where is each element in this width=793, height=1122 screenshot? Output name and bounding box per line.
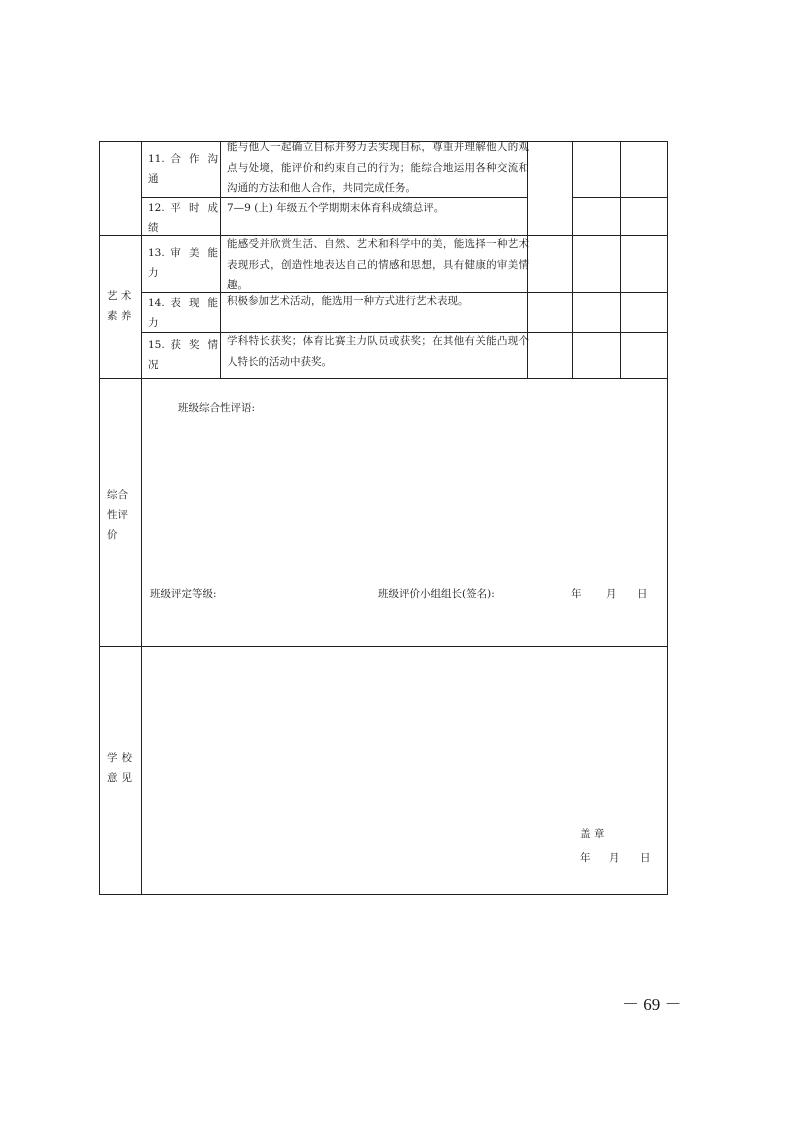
criterion-regular-score: 12. 平 时 成 绩	[148, 202, 218, 234]
category-school-opinion: 学校意见	[107, 752, 136, 784]
column-divider	[220, 141, 221, 379]
description-regular-score: 7—9 (上) 年级五个学期期末体育科成绩总评。	[227, 202, 445, 214]
class-grade-label: 班级评定等级:	[150, 588, 217, 600]
category-arts-literacy: 艺 术 素 养	[107, 290, 132, 322]
description-awards: 学科特长获奖；体育比赛主力队员或获奖；在其他有关能凸现个人特长的活动中获奖。	[227, 335, 529, 368]
school-day-label: 日	[640, 852, 651, 864]
comment-month-label: 月	[606, 588, 617, 600]
row-divider	[99, 646, 668, 647]
description-aesthetic: 能感受并欣赏生活、自然、艺术和科学中的美，能选择一种艺术表现形式，创造性地表达自己的情感和思想，具有健康的审美情趣。	[227, 238, 529, 291]
table-border-left	[99, 141, 100, 895]
category-comprehensive-evaluation: 综合性评价	[107, 489, 128, 541]
column-divider	[572, 141, 573, 379]
criterion-cooperation: 11. 合 作 沟 通	[148, 153, 218, 185]
table-border-bottom	[99, 894, 668, 895]
criterion-awards: 15. 获 奖 情 况	[148, 339, 218, 371]
row-divider	[99, 378, 668, 379]
column-divider	[141, 141, 142, 895]
seal-label: 盖 章	[580, 828, 605, 840]
class-comment-label: 班级综合性评语:	[178, 402, 256, 414]
comment-day-label: 日	[637, 588, 648, 600]
page-number: － 69 －	[622, 995, 682, 1014]
column-divider	[620, 141, 621, 379]
description-cooperation: 能与他人一起确立目标并努力去实现目标，尊重并理解他人的观点与处境，能评价和约束自己的行为；能综合地运用各种交流和沟通的方法和他人合作，共同完成任务。	[227, 141, 529, 194]
school-month-label: 月	[609, 852, 620, 864]
table-border-right	[667, 141, 668, 895]
leader-signature-label: 班级评价小组组长(签名):	[378, 588, 495, 600]
criterion-expression: 14. 表 现 能 力	[148, 297, 218, 329]
criterion-aesthetic: 13. 审 美 能 力	[148, 247, 218, 279]
school-year-label: 年	[580, 852, 591, 864]
comment-year-label: 年	[571, 588, 582, 600]
description-expression: 积极参加艺术活动，能选用一种方式进行艺术表现。	[227, 295, 469, 307]
